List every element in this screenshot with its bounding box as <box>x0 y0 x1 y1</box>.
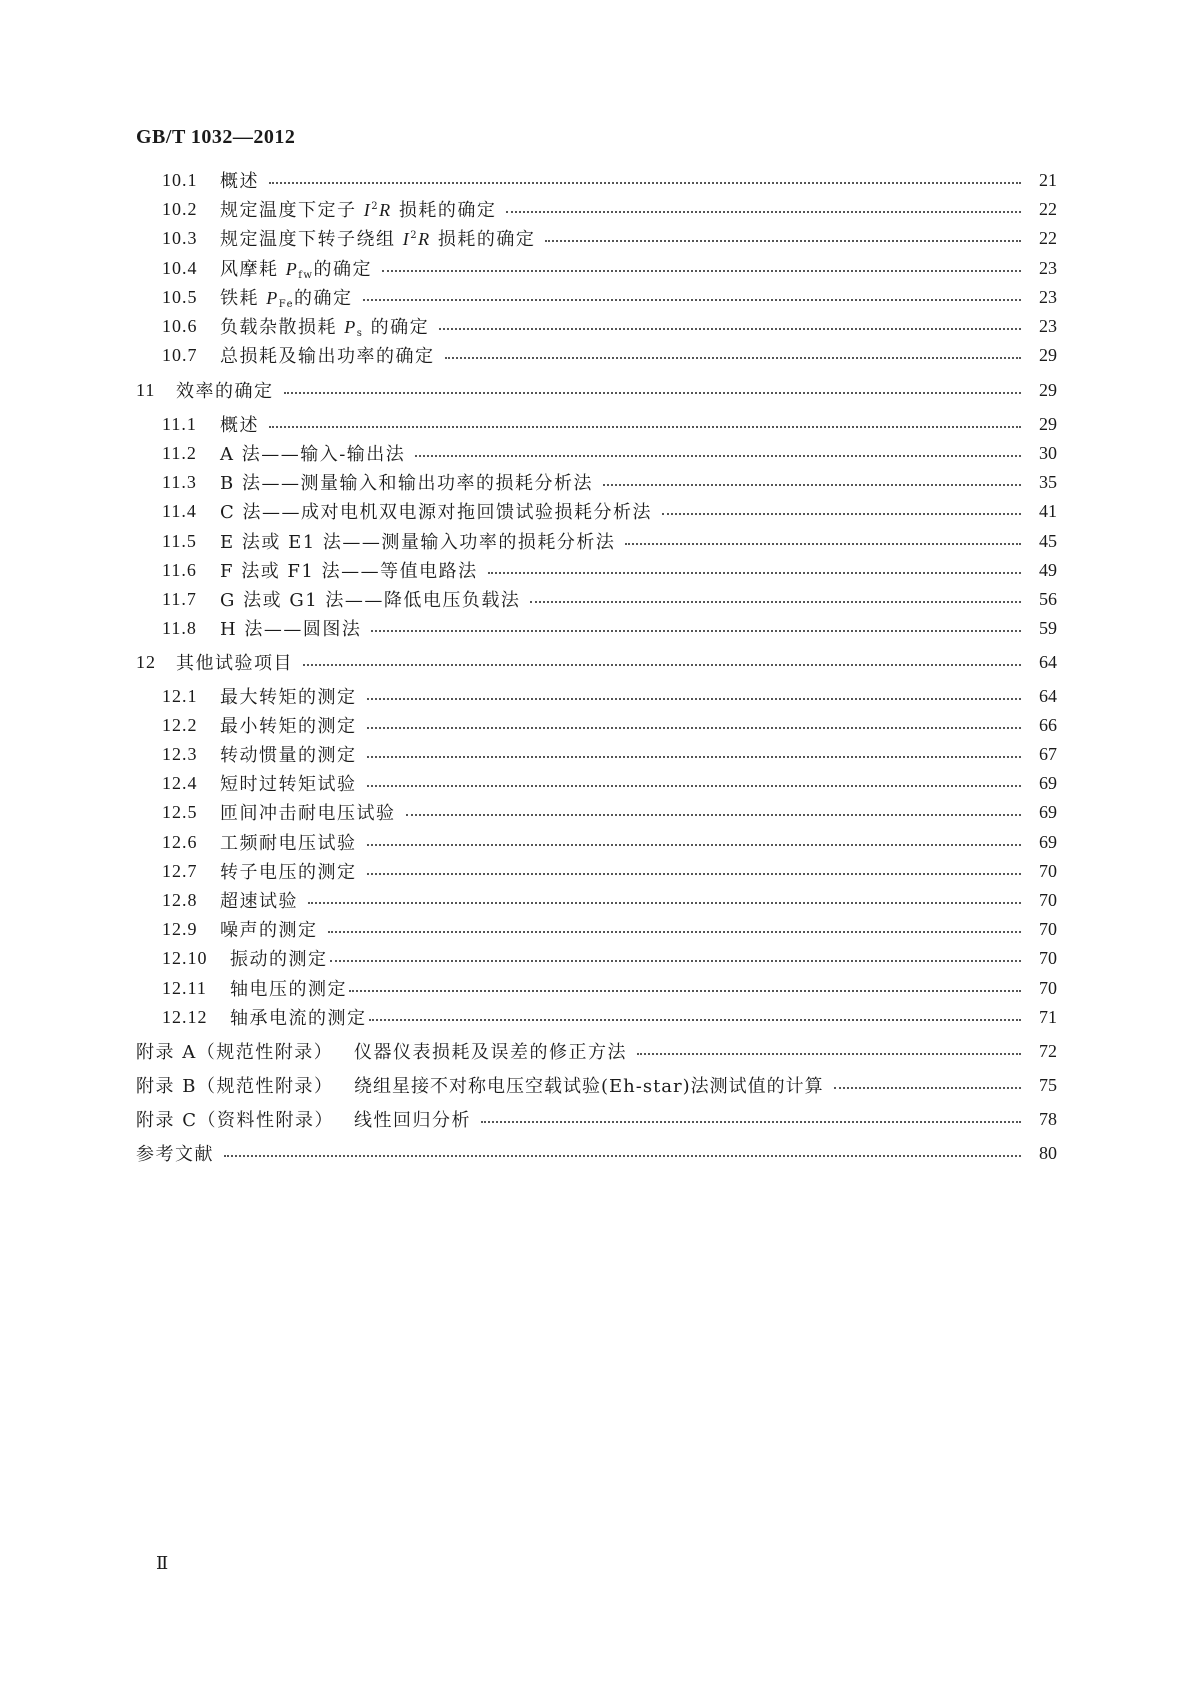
toc-entry-number: 12.12 <box>162 1006 208 1027</box>
toc-entry-title: 转动惯量的测定 <box>220 745 357 766</box>
dot-leader <box>439 328 1021 330</box>
toc-entry-number: 11.8 <box>162 617 197 638</box>
toc-entry[interactable] <box>0 496 1191 526</box>
toc-entry[interactable] <box>0 555 1191 585</box>
dot-leader <box>363 299 1021 301</box>
dot-leader <box>367 785 1022 787</box>
dot-leader <box>369 1019 1022 1021</box>
toc-entry-title: 振动的测定 <box>230 949 328 970</box>
toc-entry-page: 70 <box>1039 947 1057 968</box>
toc-entry-page: 23 <box>1039 257 1057 278</box>
toc-entry-number: 12.7 <box>162 860 198 881</box>
toc-entry[interactable] <box>0 526 1191 556</box>
toc-entry[interactable] <box>0 194 1191 224</box>
dot-leader <box>284 392 1022 394</box>
toc-entry-title: F 法或 F1 法——等值电路法 <box>220 561 478 582</box>
dot-leader <box>445 357 1022 359</box>
toc-entry-page: 59 <box>1039 617 1057 638</box>
toc-entry-number: 12.1 <box>162 685 198 706</box>
toc-entry-page: 71 <box>1039 1006 1057 1027</box>
toc-entry[interactable] <box>0 710 1191 740</box>
toc-entry-page: 45 <box>1039 530 1057 551</box>
toc-entry-title: 仪器仪表损耗及误差的修正方法 <box>354 1042 627 1063</box>
toc-entry-number: 11.4 <box>162 500 197 521</box>
toc-entry-title: 规定温度下转子绕组 $I^2R$ 损耗的确定 <box>220 229 536 250</box>
toc-entry-title: E 法或 E1 法——测量输入功率的损耗分析法 <box>220 532 616 553</box>
dot-leader <box>269 426 1021 428</box>
dot-leader <box>415 455 1021 457</box>
page-number: Ⅱ <box>156 1553 169 1573</box>
toc-entry-page: 70 <box>1039 918 1057 939</box>
toc-entry-page: 23 <box>1039 286 1057 307</box>
toc-entry[interactable] <box>0 914 1191 944</box>
toc-entry[interactable] <box>0 409 1191 439</box>
dot-leader <box>481 1121 1021 1123</box>
toc-entry[interactable] <box>0 768 1191 798</box>
toc-entry-number: 12.9 <box>162 918 198 939</box>
toc-entry[interactable] <box>0 827 1191 857</box>
toc-entry-page: 29 <box>1039 413 1057 434</box>
toc-entry-page: 30 <box>1039 442 1057 463</box>
dot-leader <box>269 182 1021 184</box>
toc-appendix-entry[interactable] <box>0 1104 1191 1134</box>
toc-entry-page: 22 <box>1039 198 1057 219</box>
toc-entry-number: 10.1 <box>162 169 198 190</box>
toc-appendix-entry[interactable] <box>0 1036 1191 1066</box>
toc-entry-number: 10.6 <box>162 315 198 336</box>
toc-entry-title: 匝间冲击耐电压试验 <box>220 803 396 824</box>
dot-leader <box>506 211 1021 213</box>
toc-entry-title: 其他试验项目 <box>176 653 293 674</box>
toc-entry-title: 规定温度下定子 $I^2R$ 损耗的确定 <box>220 200 497 221</box>
toc-entry-title: 概述 <box>220 171 259 192</box>
dot-leader <box>308 902 1021 904</box>
toc-entry[interactable] <box>0 282 1191 312</box>
toc-entry[interactable] <box>0 943 1191 973</box>
toc-entry-page: 21 <box>1039 169 1057 190</box>
toc-entry[interactable] <box>0 223 1191 253</box>
dot-leader <box>834 1087 1021 1089</box>
toc-entry-title: B 法——测量输入和输出功率的损耗分析法 <box>220 473 593 494</box>
toc-entry-title: A 法——输入-输出法 <box>220 444 406 465</box>
toc-entry[interactable] <box>0 253 1191 283</box>
toc-entry-title: C 法——成对电机双电源对拖回馈试验损耗分析法 <box>220 502 652 523</box>
toc-entry-number: 11.3 <box>162 471 197 492</box>
toc-entry-title: 总损耗及输出功率的确定 <box>220 346 435 367</box>
toc-entry-title: 短时过转矩试验 <box>220 774 357 795</box>
dot-leader <box>545 240 1021 242</box>
toc-entry-title: 线性回归分析 <box>354 1110 471 1131</box>
toc-entry-number: 12.3 <box>162 743 198 764</box>
dot-leader <box>530 601 1021 603</box>
toc-entry-number: 10.7 <box>162 344 198 365</box>
toc-entry-number: 12.10 <box>162 947 208 968</box>
dot-leader <box>367 873 1022 875</box>
toc-entry[interactable] <box>0 438 1191 468</box>
toc-entry-page: 56 <box>1039 588 1057 609</box>
toc-entry-title: 最小转矩的测定 <box>220 716 357 737</box>
toc-entry-number: 12.11 <box>162 977 207 998</box>
toc-entry-page: 29 <box>1039 379 1057 400</box>
dot-leader <box>367 844 1022 846</box>
toc-entry-page: 22 <box>1039 227 1057 248</box>
toc-entry-number: 12.4 <box>162 772 198 793</box>
toc-entry-title: 风摩耗 $P_{fw}$的确定 <box>220 259 372 281</box>
toc-entry-title: 绕组星接不对称电压空载试验(Eh-star)法测试值的计算 <box>354 1076 824 1097</box>
toc-entry-number: 11.2 <box>162 442 197 463</box>
dot-leader <box>367 756 1022 758</box>
dot-leader <box>637 1053 1021 1055</box>
toc-entry[interactable] <box>0 885 1191 915</box>
toc-entry-title: 效率的确定 <box>176 381 274 402</box>
toc-entry-number: 10.2 <box>162 198 198 219</box>
toc-entry-number: 12.5 <box>162 801 198 822</box>
toc-entry[interactable] <box>0 613 1191 643</box>
toc-entry-page: 64 <box>1039 685 1057 706</box>
dot-leader <box>603 484 1021 486</box>
toc-entry-page: 72 <box>1039 1040 1057 1061</box>
toc-entry-number: 11.1 <box>162 413 197 434</box>
toc-entry-page: 70 <box>1039 860 1057 881</box>
toc-entry[interactable] <box>0 681 1191 711</box>
dot-leader <box>625 543 1021 545</box>
document-code: GB/T 1032—2012 <box>136 126 296 148</box>
dot-leader <box>224 1155 1021 1157</box>
toc-entry-title: 工频耐电压试验 <box>220 833 357 854</box>
toc-entry-page: 80 <box>1039 1142 1057 1163</box>
toc-chapter-entry[interactable] <box>0 375 1191 405</box>
toc-entry-number: 11.6 <box>162 559 197 580</box>
toc-entry-page: 67 <box>1039 743 1057 764</box>
toc-entry-page: 69 <box>1039 831 1057 852</box>
toc-entry-title: 转子电压的测定 <box>220 862 357 883</box>
toc-entry[interactable] <box>0 340 1191 370</box>
dot-leader <box>330 960 1022 962</box>
dot-leader <box>303 664 1021 666</box>
toc-entry-title: G 法或 G1 法——降低电压负载法 <box>220 590 521 611</box>
toc-entry-page: 35 <box>1039 471 1057 492</box>
toc-entry-title: 最大转矩的测定 <box>220 687 357 708</box>
toc-entry-number: 10.3 <box>162 227 198 248</box>
toc-entry-title: 概述 <box>220 415 259 436</box>
toc-entry-number: 12 <box>136 651 156 672</box>
toc-entry-page: 49 <box>1039 559 1057 580</box>
toc-entry-title: 铁耗 $P_{Fe}$的确定 <box>220 288 353 310</box>
toc-entry-number: 10.4 <box>162 257 198 278</box>
toc-entry[interactable] <box>0 311 1191 341</box>
dot-leader <box>349 990 1021 992</box>
toc-entry[interactable] <box>0 973 1191 1003</box>
toc-entry-title: 噪声的测定 <box>220 920 318 941</box>
toc-entry-title: 参考文献 <box>136 1144 214 1165</box>
dot-leader <box>371 630 1021 632</box>
toc-entry-page: 64 <box>1039 651 1057 672</box>
toc-entry-page: 66 <box>1039 714 1057 735</box>
toc-entry-page: 78 <box>1039 1108 1057 1129</box>
toc-entry-number: 10.5 <box>162 286 198 307</box>
toc-entry-title: 轴承电流的测定 <box>230 1008 367 1029</box>
toc-entry[interactable] <box>0 1002 1191 1032</box>
toc-entry-title: 负载杂散损耗 $P_s$ 的确定 <box>220 317 430 339</box>
toc-entry[interactable] <box>0 467 1191 497</box>
toc-chapter-entry[interactable] <box>0 647 1191 677</box>
dot-leader <box>367 698 1022 700</box>
toc-entry-number: 11.7 <box>162 588 197 609</box>
toc-entry-number: 附录 A（规范性附录） <box>136 1042 334 1063</box>
toc-entry[interactable] <box>0 797 1191 827</box>
dot-leader <box>328 931 1022 933</box>
toc-entry-number: 12.8 <box>162 889 198 910</box>
toc-entry[interactable] <box>0 165 1191 195</box>
toc-entry-page: 75 <box>1039 1074 1057 1095</box>
toc-entry-page: 41 <box>1039 500 1057 521</box>
toc-entry-number: 11 <box>136 379 156 400</box>
toc-entry-page: 29 <box>1039 344 1057 365</box>
toc-entry-number: 12.6 <box>162 831 198 852</box>
toc-entry-title: 超速试验 <box>220 891 298 912</box>
toc-appendix-entry[interactable] <box>0 1070 1191 1100</box>
toc-entry-number: 12.2 <box>162 714 198 735</box>
toc-entry-page: 70 <box>1039 977 1057 998</box>
toc-entry-number: 附录 C（资料性附录） <box>136 1110 334 1131</box>
toc-entry-page: 70 <box>1039 889 1057 910</box>
toc-entry[interactable] <box>0 584 1191 614</box>
dot-leader <box>662 513 1021 515</box>
toc-entry-title: H 法——圆图法 <box>220 619 362 640</box>
toc-entry-title: 轴电压的测定 <box>230 979 347 1000</box>
toc-entry[interactable] <box>0 856 1191 886</box>
toc-entry-page: 23 <box>1039 315 1057 336</box>
dot-leader <box>382 270 1021 272</box>
dot-leader <box>367 727 1022 729</box>
toc-entry[interactable] <box>0 739 1191 769</box>
toc-entry-number: 附录 B（规范性附录） <box>136 1076 334 1097</box>
dot-leader <box>406 814 1022 816</box>
dot-leader <box>488 572 1021 574</box>
toc-entry-number: 11.5 <box>162 530 197 551</box>
toc-entry-page: 69 <box>1039 772 1057 793</box>
toc-references-entry[interactable] <box>0 1138 1191 1168</box>
toc-entry-page: 69 <box>1039 801 1057 822</box>
